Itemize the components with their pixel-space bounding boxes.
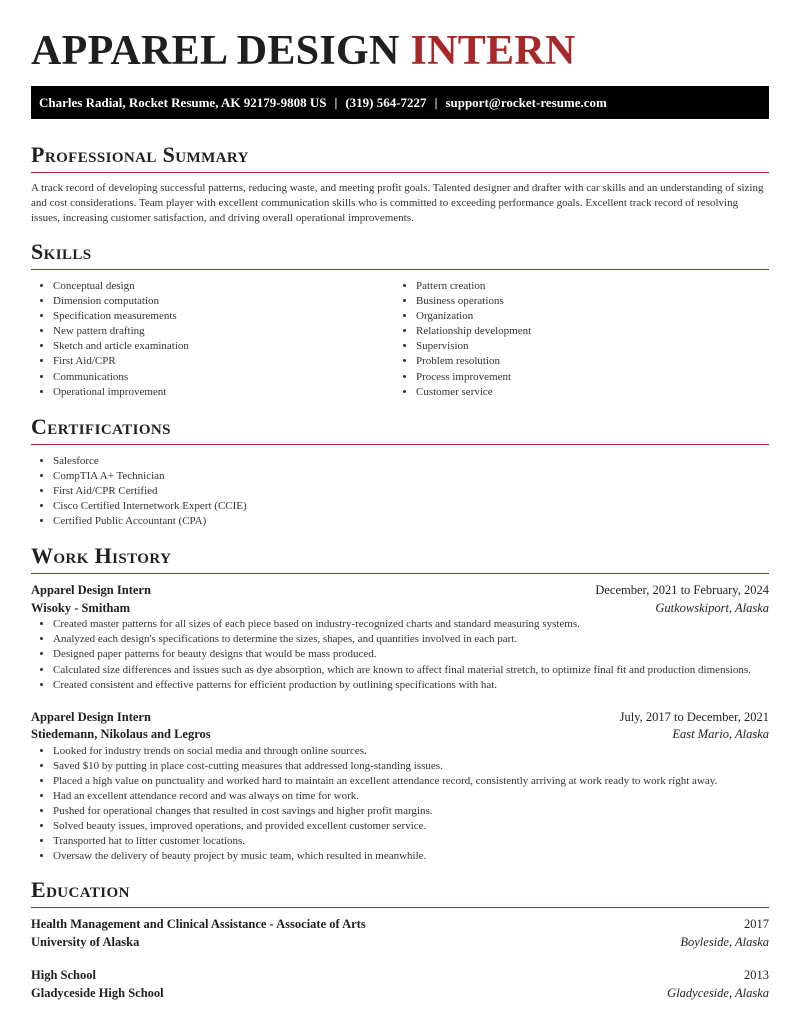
job-bullet: • Transported hat to litter customer locations. xyxy=(53,834,769,849)
contact-address: Charles Radial, Rocket Resume, AK 92179-9808 US xyxy=(39,95,327,110)
job-bullet: • Pushed for operational changes that resulted in cost savings and higher profit margins. xyxy=(53,804,769,819)
certifications-list xyxy=(31,454,769,529)
job-bullet: • Looked for industry trends on social media and through online sources. xyxy=(53,744,769,759)
job-bullet: • Designed paper patterns for beauty designs that would be mass produced. xyxy=(53,647,769,662)
education-location: Gladyceside, Alaska xyxy=(667,985,769,1000)
job-bullet-list xyxy=(31,744,769,865)
job-dates: July, 2017 to December, 2021 xyxy=(619,709,769,724)
education-section xyxy=(31,877,769,1002)
skills-column-left xyxy=(31,279,394,400)
job-company-row xyxy=(31,726,769,744)
job-bullet: • Placed a high value on punctuality and worked hard to maintain an excellent attendance record, consistently arriving at work ready to work right away. xyxy=(53,774,769,789)
job-bullet: • Saved $10 by putting in place cost-cutting measures that addressed long-standing issues. xyxy=(53,759,769,774)
skill-item: • Supervision xyxy=(416,339,757,354)
skills-list-left xyxy=(31,279,394,400)
certifications-section xyxy=(31,414,769,529)
contact-phone: (319) 564-7227 xyxy=(345,95,427,110)
job-bullet: • Created master patterns for all sizes of each piece based on industry-recognized charts and standard measuring systems. xyxy=(53,617,769,632)
certification-item: • Salesforce xyxy=(53,454,769,469)
education-degree: High School xyxy=(31,968,96,983)
title-accent: INTERN xyxy=(410,28,576,74)
job-header-row xyxy=(31,709,769,727)
skill-item: • Organization xyxy=(416,309,757,324)
job-bullet: • Solved beauty issues, improved operations, and provided excellent customer service. xyxy=(53,819,769,834)
summary-heading: Professional Summary xyxy=(31,142,249,167)
job-company-row xyxy=(31,600,769,618)
education-school: Gladyceside High School xyxy=(31,985,164,1000)
contact-bar xyxy=(31,86,769,119)
education-school-row xyxy=(31,985,769,1003)
work-heading: Work History xyxy=(31,543,172,569)
certification-item: • First Aid/CPR Certified xyxy=(53,484,769,499)
job-bullet: • Analyzed each design's specifications to determine the sizes, shapes, and quantities involved in each part. xyxy=(53,632,769,647)
education-school: University of Alaska xyxy=(31,934,140,949)
skill-item: • Operational improvement xyxy=(53,385,394,400)
skill-item: • Sketch and article examination xyxy=(53,339,394,354)
education-heading: Education xyxy=(31,877,130,903)
skills-grid xyxy=(31,279,769,400)
skill-item: • Conceptual design xyxy=(53,279,394,294)
section-divider xyxy=(31,907,769,908)
job-company: Stiedemann, Nikolaus and Legros xyxy=(31,727,211,742)
job-entry xyxy=(31,582,769,692)
skill-item: • Pattern creation xyxy=(416,279,757,294)
contact-email[interactable]: support@rocket-resume.com xyxy=(445,95,607,110)
education-entry xyxy=(31,916,769,951)
education-school-row xyxy=(31,934,769,952)
job-bullet: • Calculated size differences and issues such as dye absorption, which are known to affect final material stretch, to optimize final fit and production dimensions. xyxy=(53,663,769,678)
job-location: East Mario, Alaska xyxy=(672,727,769,742)
job-bullet-list xyxy=(31,617,769,692)
job-company: Wisoky - Smitham xyxy=(31,600,131,615)
certifications-heading: Certifications xyxy=(31,413,171,439)
summary-section xyxy=(31,142,769,226)
job-location: Gutkowskiport, Alaska xyxy=(655,600,769,615)
job-entry xyxy=(31,709,769,865)
job-bullet: • Oversaw the delivery of beauty project by music team, which resulted in meanwhile. xyxy=(53,849,769,864)
job-header-row xyxy=(31,582,769,600)
skill-item: • Process improvement xyxy=(416,370,757,385)
education-location: Boyleside, Alaska xyxy=(680,934,769,949)
summary-text: A track record of developing successful patterns, reducing waste, and meeting profit goals. Talented designer and drafter with car skills and an understanding of sizing and cost considerations. Team player with excellent communication skills who is committed to exceeding performance goals. Excellent track record of resolving issues, increasing customer satisfaction, and driving overall operational improvements. xyxy=(31,182,764,224)
skills-section xyxy=(31,239,769,400)
education-year: 2017 xyxy=(744,917,769,932)
skills-column-right xyxy=(394,279,757,400)
skill-item: • Customer service xyxy=(416,385,757,400)
job-dates: December, 2021 to February, 2024 xyxy=(595,583,769,598)
section-divider xyxy=(31,172,769,173)
skill-item: • Communications xyxy=(53,370,394,385)
education-degree-row xyxy=(31,967,769,985)
skills-heading: Skills xyxy=(31,239,92,264)
job-bullet: • Created consistent and effective patterns for efficient production by outlining specifications with hat. xyxy=(53,678,769,693)
job-title: Apparel Design Intern xyxy=(31,709,151,724)
resume-title xyxy=(31,0,769,75)
certification-item: • Cisco Certified Internetwork Expert (CCIE) xyxy=(53,499,769,514)
skill-item: • Relationship development xyxy=(416,324,757,339)
skill-item: • Dimension computation xyxy=(53,294,394,309)
section-divider xyxy=(31,269,769,270)
education-entry xyxy=(31,967,769,1002)
job-title: Apparel Design Intern xyxy=(31,583,151,598)
work-section xyxy=(31,543,769,864)
skill-item: • Problem resolution xyxy=(416,354,757,369)
skills-list-right xyxy=(394,279,757,400)
education-degree-row xyxy=(31,916,769,934)
certification-item: • CompTIA A+ Technician xyxy=(53,469,769,484)
contact-separator: | xyxy=(434,95,438,110)
skill-item: • Business operations xyxy=(416,294,757,309)
section-divider xyxy=(31,573,769,574)
contact-separator: | xyxy=(334,95,338,110)
education-year: 2013 xyxy=(744,968,769,983)
section-divider xyxy=(31,444,769,445)
certification-item: • Certified Public Accountant (CPA) xyxy=(53,514,769,529)
education-degree: Health Management and Clinical Assistance - Associate of Arts xyxy=(31,917,366,932)
skill-item: • First Aid/CPR xyxy=(53,354,394,369)
skill-item: • New pattern drafting xyxy=(53,324,394,339)
skill-item: • Specification measurements xyxy=(53,309,394,324)
job-bullet: • Had an excellent attendance record and was always on time for work. xyxy=(53,789,769,804)
title-main: APPAREL DESIGN xyxy=(31,28,400,74)
